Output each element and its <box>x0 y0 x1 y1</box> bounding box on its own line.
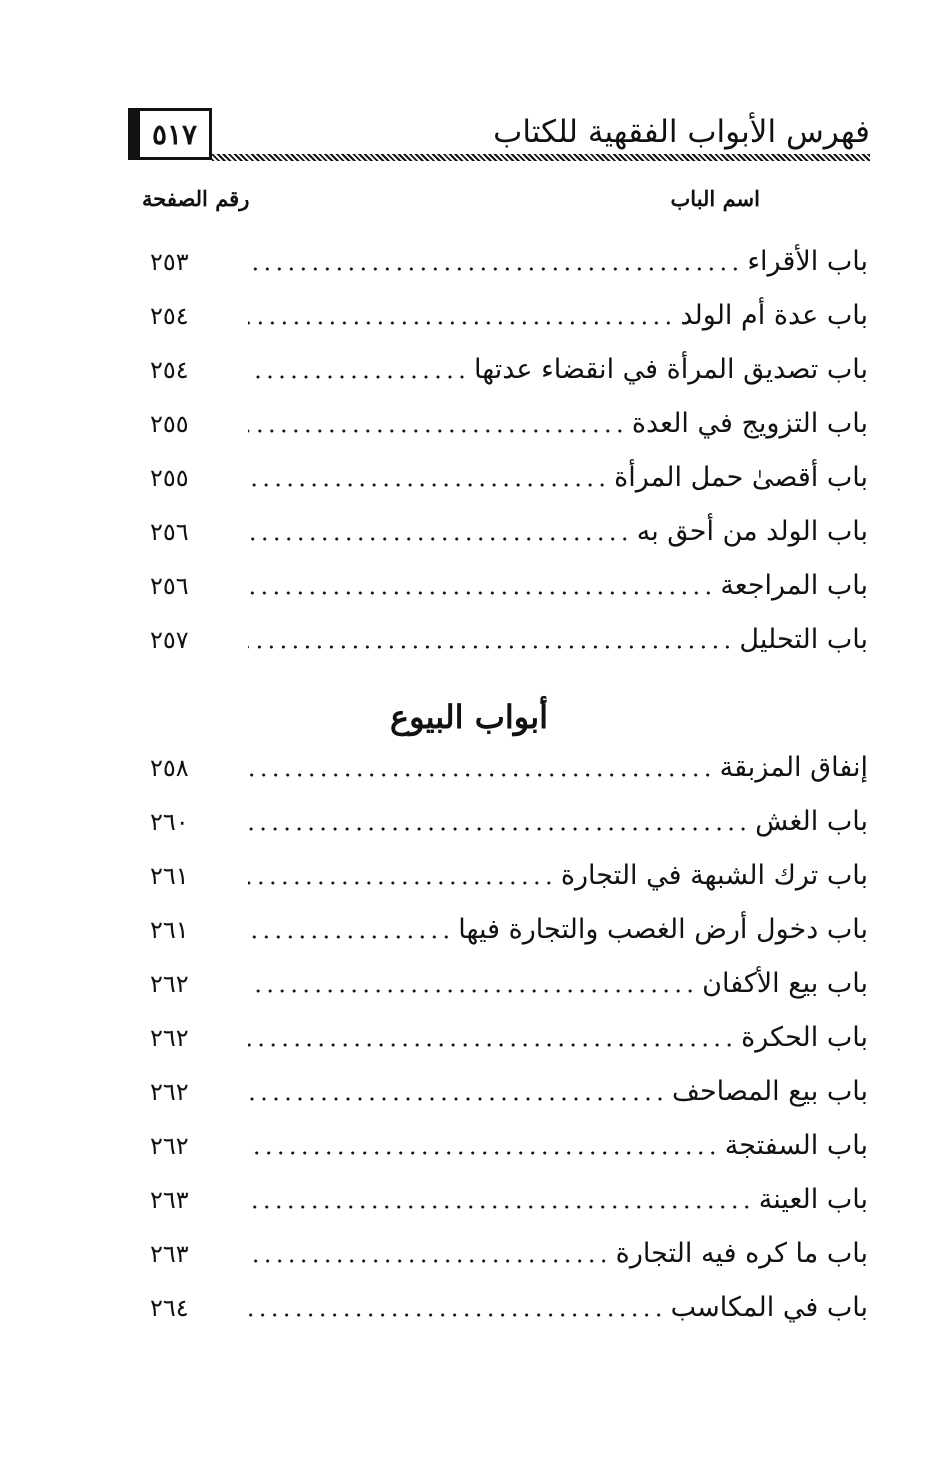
entry-page-number: ٢٦٣ <box>150 1240 189 1268</box>
entry-title: باب السفتجة <box>724 1130 868 1161</box>
running-title: فهرس الأبواب الفقهية للكتاب <box>493 114 870 150</box>
toc-entry <box>150 1180 868 1220</box>
entry-page-number: ٢٥٤ <box>150 302 189 330</box>
entry-title: باب التزويج في العدة <box>631 408 868 439</box>
entry-title: باب أقصىٰ حمل المرأة <box>614 462 868 493</box>
toc-entry <box>150 802 868 842</box>
entry-page-number: ٢٦٤ <box>150 1294 189 1322</box>
dot-leader <box>248 318 674 328</box>
toc-entry <box>150 458 868 498</box>
dot-leader <box>248 1094 666 1104</box>
entry-title: باب ما كره فيه التجارة <box>615 1238 868 1269</box>
entry-title: باب التحليل <box>739 624 868 655</box>
entry-page-number: ٢٥٦ <box>150 572 189 600</box>
dot-leader <box>248 534 631 544</box>
entry-page-number: ٢٦٢ <box>150 1024 189 1052</box>
entry-title: باب الحكرة <box>741 1022 868 1053</box>
dot-leader <box>248 932 452 942</box>
dot-leader <box>248 1148 719 1158</box>
dot-leader <box>248 986 696 996</box>
entry-title: باب ترك الشبهة في التجارة <box>560 860 868 891</box>
entry-page-number: ٢٦١ <box>150 916 189 944</box>
entry-page-number: ٢٦٢ <box>150 970 189 998</box>
entry-page-number: ٢٥٣ <box>150 248 189 276</box>
dot-leader <box>248 264 741 274</box>
entry-title: باب الولد من أحق به <box>636 516 868 547</box>
dot-leader <box>248 770 714 780</box>
entry-page-number: ٢٦٣ <box>150 1186 189 1214</box>
entry-page-number: ٢٥٦ <box>150 518 189 546</box>
toc-entry <box>150 748 868 788</box>
dot-leader <box>248 642 733 652</box>
entry-title: باب في المكاسب <box>670 1292 868 1323</box>
entry-page-number: ٢٦٢ <box>150 1078 189 1106</box>
entry-page-number: ٢٥٨ <box>150 754 189 782</box>
entry-title: باب تصديق المرأة في انقضاء عدتها <box>474 354 868 385</box>
entry-title: باب العينة <box>758 1184 868 1215</box>
dot-leader <box>248 1256 610 1266</box>
toc-entry <box>150 1234 868 1274</box>
entry-page-number: ٢٥٥ <box>150 410 189 438</box>
toc-entry <box>150 404 868 444</box>
entry-page-number: ٢٥٥ <box>150 464 189 492</box>
entry-title: باب الغش <box>755 806 868 837</box>
toc-entry <box>150 856 868 896</box>
dot-leader <box>248 588 714 598</box>
section-heading: أبواب البيوع <box>389 698 549 736</box>
entry-page-number: ٢٦١ <box>150 862 189 890</box>
entry-title: إنفاق المزبقة <box>719 752 868 783</box>
toc-entry <box>150 296 868 336</box>
header-divider <box>212 154 870 161</box>
dot-leader <box>248 426 626 436</box>
dot-leader <box>248 1310 665 1320</box>
entry-title: باب بيع المصاحف <box>672 1076 868 1107</box>
toc-entry <box>150 350 868 390</box>
dot-leader <box>248 372 468 382</box>
dot-leader <box>248 824 749 834</box>
entry-page-number: ٢٦٠ <box>150 808 189 836</box>
toc-entry <box>150 1072 868 1112</box>
entry-title: باب المراجعة <box>720 570 868 601</box>
entry-title: باب دخول أرض الغصب والتجارة فيها <box>458 914 868 945</box>
toc-entry <box>150 1126 868 1166</box>
dot-leader <box>248 480 608 490</box>
entry-page-number: ٢٦٢ <box>150 1132 189 1160</box>
entry-page-number: ٢٥٧ <box>150 626 189 654</box>
toc-entry <box>150 242 868 282</box>
toc-entry <box>150 566 868 606</box>
toc-entry <box>150 964 868 1004</box>
dot-leader <box>248 1202 753 1212</box>
entry-title: باب بيع الأكفان <box>702 968 868 999</box>
dot-leader <box>248 878 555 888</box>
page-number-column-heading: رقم الصفحة <box>142 186 250 211</box>
dot-leader <box>248 1040 735 1050</box>
toc-entry <box>150 512 868 552</box>
entry-title: باب عدة أم الولد <box>680 300 868 331</box>
entry-page-number: ٢٥٤ <box>150 356 189 384</box>
entry-title: باب الأقراء <box>747 246 868 277</box>
toc-entry <box>150 1018 868 1058</box>
toc-entry <box>150 1288 868 1328</box>
toc-entry <box>150 910 868 950</box>
page-number: ٥١٧ <box>128 108 212 160</box>
chapter-name-column-heading: اسم الباب <box>670 186 760 211</box>
toc-entry <box>150 620 868 660</box>
